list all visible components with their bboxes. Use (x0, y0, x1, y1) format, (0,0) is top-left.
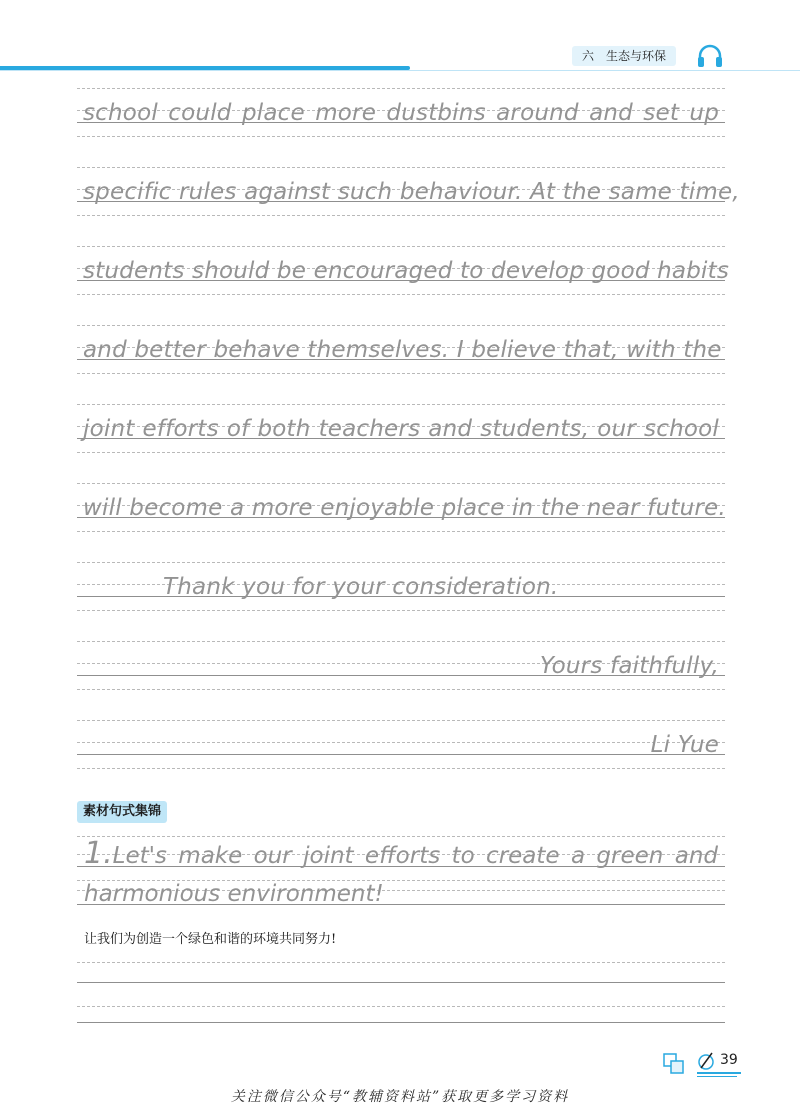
letter-line: specific rules against such behaviour. At the same time, (83, 179, 740, 205)
chapter-title: 生态与环保 (606, 49, 667, 63)
letter-line: joint efforts of both teachers and students, our school (83, 416, 719, 442)
writing-row (77, 325, 725, 405)
letter-line: school could place more dustbins around and set up (83, 100, 719, 126)
example-text-1: Let's make our joint efforts to create a green and (112, 843, 718, 869)
example-sentence-line1 (84, 836, 718, 871)
page-icon (662, 1052, 686, 1076)
pencil-icon (696, 1050, 716, 1072)
letter-signature: Li Yue (650, 732, 719, 758)
letter-line: students should be encouraged to develop good habits (83, 258, 730, 284)
letter-line: and better behave themselves. I believe that, with the (83, 337, 722, 363)
chapter-number: 六 (582, 49, 595, 63)
writing-row (77, 246, 730, 326)
writing-row (77, 641, 725, 721)
writing-row (77, 483, 725, 563)
footer-watermark: 关注微信公众号“教辅资料站”获取更多学习资料 (230, 1089, 570, 1105)
writing-row (77, 88, 725, 168)
section-tag: 素材句式集锦 (77, 801, 167, 823)
writing-row (77, 720, 725, 800)
page-number: 39 (720, 1052, 738, 1068)
letter-closing: Thank you for your consideration. (163, 574, 559, 600)
writing-row (77, 562, 725, 642)
headphone-icon (696, 44, 724, 68)
example-number: 1. (84, 836, 113, 871)
writing-row (77, 167, 740, 247)
chapter-tab (572, 46, 676, 66)
letter-line: will become a more enjoyable place in the near future. (83, 495, 726, 521)
header-divider (0, 70, 800, 71)
translation-text: 让我们为创造一个绿色和谐的环境共同努力! (84, 932, 337, 947)
letter-signoff: Yours faithfully, (539, 653, 719, 679)
writing-row (77, 404, 725, 484)
page-number-underline (697, 1072, 741, 1074)
page-number-underline (697, 1076, 737, 1077)
example-text-2: harmonious environment! (84, 881, 384, 907)
